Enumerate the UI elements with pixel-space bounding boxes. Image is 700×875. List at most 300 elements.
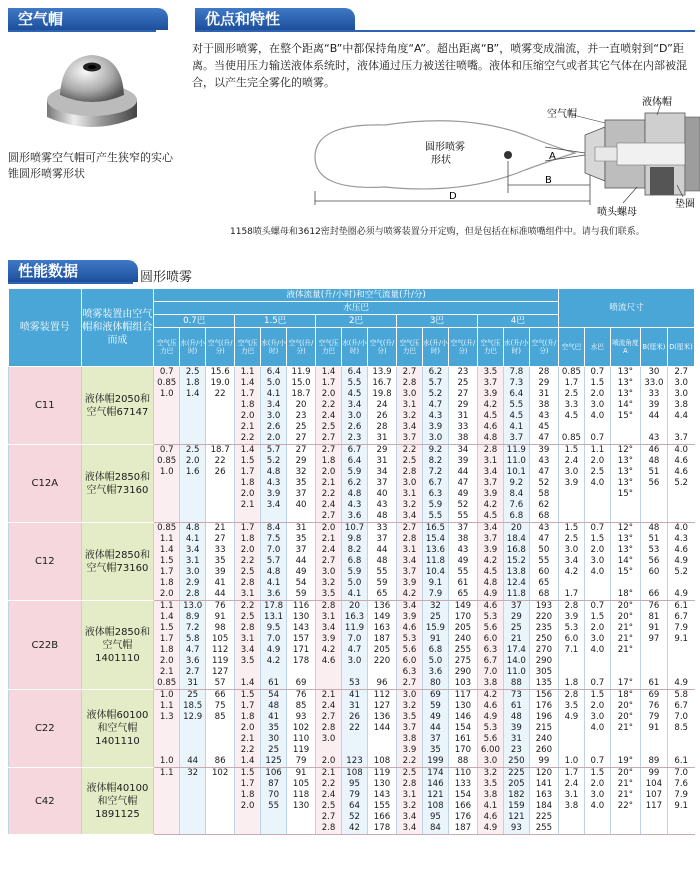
table-cell: 13.8 — [503, 567, 529, 578]
table-cell: 13.9 — [367, 367, 396, 379]
table-cell: 1.7 — [316, 378, 342, 389]
table-cell: 3.2 — [397, 701, 423, 712]
table-cell: 4.6 — [667, 456, 694, 467]
table-cell: 3.4 — [235, 645, 261, 656]
table-cell: 76 — [206, 601, 235, 613]
table-cell: 19° — [610, 756, 640, 768]
table-cell — [206, 478, 235, 489]
table-cell: 1.8 — [316, 456, 342, 467]
table-cell: 13.0 — [180, 601, 206, 613]
table-cell: 182 — [503, 790, 529, 801]
table-cell: 108 — [422, 801, 448, 812]
table-cell: 26 — [367, 411, 396, 422]
table-cell: 3.4 — [397, 511, 423, 523]
table-cell: 3.9 — [477, 545, 503, 556]
table-cell — [667, 656, 694, 667]
table-cell: 4.6 — [316, 656, 342, 667]
table-cell: 6.3 — [422, 489, 448, 500]
table-cell — [640, 667, 667, 678]
dim-subheader-1: 水巴 — [584, 328, 610, 367]
table-cell: 2.8 — [316, 723, 342, 734]
table-cell: 3.1 — [477, 456, 503, 467]
table-cell: 52 — [529, 478, 558, 489]
table-cell: 24 — [367, 400, 396, 411]
table-cell: 21° — [610, 645, 640, 656]
liquid-cap-label: 液体帽 — [642, 97, 672, 108]
table-cell: 14.0 — [503, 656, 529, 667]
table-cell: 12° — [610, 445, 640, 457]
table-cell: 3.7 — [397, 567, 423, 578]
nozzle-number-cell: C22 — [9, 690, 82, 768]
table-cell: 21° — [610, 723, 640, 734]
table-cell: 120 — [529, 768, 558, 780]
table-cell — [154, 790, 180, 801]
table-cell: 9.2 — [503, 478, 529, 489]
table-cell: 5.3 — [477, 612, 503, 623]
table-cell: 3.1 — [235, 634, 261, 645]
table-cell: 3.4 — [397, 556, 423, 567]
nozzle-number-cell: C11 — [9, 367, 82, 445]
table-cell: 69 — [422, 690, 448, 702]
table-cell: 6.00 — [477, 745, 503, 756]
table-cell: 4.1 — [261, 389, 287, 400]
table-row — [9, 768, 695, 780]
table-cell: 14° — [610, 400, 640, 411]
table-cell: 10.7 — [342, 523, 368, 535]
table-cell: 9.1 — [667, 801, 694, 812]
table-cell — [367, 667, 396, 678]
table-cell — [640, 500, 667, 511]
table-cell: 23 — [503, 745, 529, 756]
table-cell: 5.9 — [422, 500, 448, 511]
table-cell: 6.7 — [667, 701, 694, 712]
subheader-0-0: 空气压力巴 — [154, 328, 180, 367]
combination-cell: 液体帽40100和空气帽1891125 — [81, 768, 154, 835]
table-cell — [640, 645, 667, 656]
table-cell: 2.6 — [342, 422, 368, 433]
table-cell: 170 — [448, 745, 477, 756]
table-cell: 35 — [261, 723, 287, 734]
table-cell: 2.4 — [316, 545, 342, 556]
table-cell — [584, 489, 610, 500]
table-cell: 4.5 — [477, 411, 503, 422]
table-cell: 1.5 — [235, 690, 261, 702]
table-cell: 5.3 — [397, 634, 423, 645]
table-cell: 5.2 — [422, 389, 448, 400]
table-cell: 38 — [448, 433, 477, 445]
nozzle-number-cell: C12 — [9, 523, 82, 601]
table-cell: 1.5 — [584, 612, 610, 623]
table-cell — [154, 812, 180, 823]
table-cell: 15° — [610, 567, 640, 578]
table-cell: 2.9 — [180, 578, 206, 589]
table-cell: 12.9 — [180, 712, 206, 723]
table-cell: 30 — [261, 734, 287, 745]
table-cell: 2.4 — [316, 500, 342, 511]
table-cell — [610, 812, 640, 823]
table-cell — [558, 489, 584, 500]
table-cell: 3.0 — [316, 567, 342, 578]
col-water-pressure-header: 水压巴 — [154, 302, 559, 315]
table-cell: 6.7 — [667, 612, 694, 623]
table-cell: 2.5 — [397, 456, 423, 467]
table-cell: 5.3 — [558, 623, 584, 634]
table-cell: 5.7 — [422, 378, 448, 389]
table-cell: 119 — [287, 745, 316, 756]
table-cell: 31 — [503, 734, 529, 745]
table-cell: 53 — [342, 678, 368, 690]
table-cell: 1.0 — [154, 389, 180, 400]
table-cell: 3.0 — [397, 389, 423, 400]
table-cell: 3.4 — [397, 823, 423, 835]
table-cell — [180, 433, 206, 445]
table-cell: 43 — [529, 523, 558, 535]
table-cell: 2.4 — [316, 411, 342, 422]
table-cell: 49 — [448, 489, 477, 500]
table-cell — [206, 812, 235, 823]
table-cell — [180, 400, 206, 411]
table-cell: 18.5 — [180, 701, 206, 712]
table-cell: 4.5 — [342, 389, 368, 400]
table-cell: 99 — [529, 756, 558, 768]
table-cell: 9.5 — [261, 623, 287, 634]
nozzle-number-cell: C12A — [9, 445, 82, 523]
table-cell: 3.0 — [261, 411, 287, 422]
table-cell — [261, 812, 287, 823]
table-cell — [206, 745, 235, 756]
table-cell: 187 — [367, 634, 396, 645]
table-cell: 76 — [640, 701, 667, 712]
table-cell: 2.8 — [397, 534, 423, 545]
table-cell — [261, 823, 287, 835]
table-cell: 143 — [287, 623, 316, 634]
table-cell — [610, 578, 640, 589]
table-cell — [206, 823, 235, 835]
table-cell: 4.0 — [584, 478, 610, 489]
table-cell — [180, 812, 206, 823]
table-cell: 4.3 — [667, 534, 694, 545]
table-cell: 117 — [448, 690, 477, 702]
table-cell: 47 — [448, 478, 477, 489]
table-cell: 20 — [342, 601, 368, 613]
table-cell — [610, 734, 640, 745]
nozzle-assembly — [585, 113, 700, 195]
table-cell — [261, 511, 287, 523]
table-cell: 4.9 — [558, 712, 584, 723]
table-cell: 25 — [503, 623, 529, 634]
table-cell — [667, 489, 694, 500]
table-cell: 38 — [529, 400, 558, 411]
features-header-rule — [195, 30, 695, 32]
table-cell: 2.0 — [235, 723, 261, 734]
table-cell: 135 — [529, 678, 558, 690]
table-cell: 5.8 — [180, 634, 206, 645]
table-cell: 7.8 — [503, 367, 529, 379]
table-cell: 43 — [529, 411, 558, 422]
table-cell: 3.1 — [235, 589, 261, 601]
table-cell: 2.5 — [558, 534, 584, 545]
subheader-3-2: 空气(升/分) — [448, 328, 477, 367]
table-cell: 3.9 — [316, 634, 342, 645]
subheader-1-0: 空气压力巴 — [235, 328, 261, 367]
table-cell: 5.2 — [667, 567, 694, 578]
nozzle-nut-label: 喷头螺母 — [597, 207, 637, 218]
table-cell: 3.4 — [558, 556, 584, 567]
table-cell — [235, 812, 261, 823]
performance-table — [8, 288, 695, 835]
table-cell: 5.3 — [477, 723, 503, 734]
table-cell: 178 — [367, 823, 396, 835]
table-cell: 3.4 — [477, 467, 503, 478]
table-cell: 3.0 — [558, 467, 584, 478]
table-cell: 57 — [206, 678, 235, 690]
table-cell — [667, 645, 694, 656]
table-cell: 40 — [287, 500, 316, 511]
pressure-header-2: 2巴 — [316, 315, 397, 328]
features-header: 优点和特性 — [195, 8, 355, 30]
dim-subheader-3: B(厘米) — [640, 328, 667, 367]
table-cell: 23 — [448, 367, 477, 379]
table-cell: 3.1 — [397, 400, 423, 411]
table-cell: 1.5 — [154, 556, 180, 567]
table-cell: 15.4 — [422, 534, 448, 545]
table-cell: 39 — [206, 567, 235, 578]
table-cell: 16.3 — [342, 612, 368, 623]
table-cell: 11.8 — [422, 556, 448, 567]
table-cell: 2.1 — [235, 734, 261, 745]
col-nozzle-number: 喷雾装置号 — [9, 289, 82, 367]
table-cell: 65 — [448, 589, 477, 601]
table-cell: 6.7 — [342, 445, 368, 457]
table-cell: 161 — [448, 734, 477, 745]
table-cell: 50 — [529, 545, 558, 556]
table-cell: 25 — [448, 378, 477, 389]
table-cell: 93 — [503, 823, 529, 835]
table-cell: 2.0 — [584, 779, 610, 790]
table-cell: 0.7 — [154, 367, 180, 379]
table-cell: 6.4 — [342, 367, 368, 379]
table-cell: 3.5 — [477, 367, 503, 379]
table-cell: 6.3 — [397, 667, 423, 678]
table-cell: 0.85 — [558, 367, 584, 379]
air-cap-header: 空气帽 — [8, 8, 168, 30]
table-cell: 34 — [367, 467, 396, 478]
table-cell: 3.6 — [422, 667, 448, 678]
table-cell: 4.0 — [584, 567, 610, 578]
table-cell: 240 — [448, 634, 477, 645]
table-cell: 55 — [448, 567, 477, 578]
table-cell: 2.5 — [180, 367, 206, 379]
table-cell: 171 — [287, 645, 316, 656]
table-cell: 4.8 — [477, 578, 503, 589]
table-cell — [180, 500, 206, 511]
table-cell: 7.0 — [342, 634, 368, 645]
table-cell: 112 — [367, 690, 396, 702]
table-cell: 61 — [640, 678, 667, 690]
table-cell: 11.0 — [503, 667, 529, 678]
table-cell: 15° — [610, 489, 640, 500]
table-cell: 49 — [287, 567, 316, 578]
table-cell: 89 — [640, 756, 667, 768]
table-cell: 4.6 — [477, 422, 503, 433]
table-cell: 5.9 — [342, 567, 368, 578]
table-cell: 35 — [206, 556, 235, 567]
table-cell: 13° — [610, 467, 640, 478]
table-cell: 1.5 — [584, 690, 610, 702]
table-cell: 1.8 — [235, 534, 261, 545]
table-cell: 250 — [503, 756, 529, 768]
table-cell: 2.5 — [316, 422, 342, 433]
table-cell: 2.7 — [316, 556, 342, 567]
table-cell: 3.0 — [584, 556, 610, 567]
distance-D-label: D — [449, 191, 457, 202]
table-cell: 3.4 — [477, 523, 503, 535]
table-cell: 54 — [261, 690, 287, 702]
table-cell: 3.0 — [180, 567, 206, 578]
table-cell: 13° — [610, 367, 640, 379]
table-cell: 2.0 — [235, 545, 261, 556]
table-cell: 8.9 — [180, 612, 206, 623]
table-cell: 2.8 — [316, 601, 342, 613]
table-cell: 70 — [261, 790, 287, 801]
table-cell — [640, 734, 667, 745]
table-cell: 6.7 — [477, 656, 503, 667]
table-cell: 4.7 — [180, 645, 206, 656]
table-cell: 2.0 — [584, 545, 610, 556]
table-cell — [180, 723, 206, 734]
table-cell: 2.0 — [316, 467, 342, 478]
table-cell: 6.4 — [342, 456, 368, 467]
table-cell: 16.8 — [503, 545, 529, 556]
table-cell: 2.1 — [316, 534, 342, 545]
table-cell: 157 — [287, 634, 316, 645]
table-cell — [154, 779, 180, 790]
table-cell: 9.1 — [422, 578, 448, 589]
pressure-header-4: 4巴 — [477, 315, 558, 328]
table-cell: 35 — [422, 745, 448, 756]
table-cell: 3.4 — [397, 601, 423, 613]
table-cell: 6.8 — [342, 556, 368, 567]
table-cell: 3.7 — [477, 378, 503, 389]
table-cell: 2.7 — [316, 812, 342, 823]
table-cell: 3.9 — [422, 422, 448, 433]
table-cell: 3.9 — [397, 578, 423, 589]
table-cell: 13° — [610, 534, 640, 545]
table-cell: 0.7 — [584, 601, 610, 613]
table-cell: 17° — [610, 678, 640, 690]
table-cell: 1.1 — [235, 367, 261, 379]
performance-header: 性能数据 — [8, 260, 138, 282]
table-cell: 52 — [342, 812, 368, 823]
table-cell: 260 — [529, 745, 558, 756]
table-cell: 96 — [367, 678, 396, 690]
table-cell: 8.5 — [667, 723, 694, 734]
table-cell: 27 — [287, 433, 316, 445]
table-cell: 3.8 — [397, 734, 423, 745]
table-cell: 65 — [529, 578, 558, 589]
table-cell: 4.3 — [422, 411, 448, 422]
table-cell: 2.8 — [235, 623, 261, 634]
table-cell: 1.7 — [154, 567, 180, 578]
table-cell — [154, 823, 180, 835]
combination-cell: 液体帽60100和空气帽1401110 — [81, 690, 154, 768]
table-cell: 37 — [503, 601, 529, 613]
table-cell: 2.2 — [397, 756, 423, 768]
table-cell: 176 — [529, 701, 558, 712]
table-cell: 8.4 — [261, 523, 287, 535]
table-cell: 0.7 — [584, 367, 610, 379]
table-cell: 240 — [529, 734, 558, 745]
table-cell: 26 — [342, 712, 368, 723]
table-cell: 2.8 — [558, 601, 584, 613]
table-cell: 108 — [342, 768, 368, 780]
table-cell — [558, 656, 584, 667]
table-cell: 20° — [610, 768, 640, 780]
table-cell: 18.4 — [503, 534, 529, 545]
table-cell: 1.4 — [235, 445, 261, 457]
table-cell: 1.0 — [154, 690, 180, 702]
table-cell: 2.7 — [180, 667, 206, 678]
table-cell: 2.1 — [316, 478, 342, 489]
table-cell — [558, 578, 584, 589]
table-cell: 35 — [287, 534, 316, 545]
table-cell: 1.1 — [154, 534, 180, 545]
table-cell: 205 — [448, 623, 477, 634]
table-cell: 5.0 — [261, 378, 287, 389]
table-cell: 4.0 — [584, 411, 610, 422]
table-row — [9, 367, 695, 379]
distance-B-label: B — [545, 175, 552, 186]
table-cell: 4.0 — [584, 723, 610, 734]
table-cell: 13° — [610, 478, 640, 489]
table-cell: 2.1 — [154, 667, 180, 678]
table-cell: 97 — [640, 634, 667, 645]
table-cell: 21° — [610, 779, 640, 790]
table-cell: 73 — [503, 690, 529, 702]
table-cell: 5.7 — [261, 556, 287, 567]
table-cell: 2.0 — [316, 756, 342, 768]
performance-subtitle: 圆形喷雾 — [140, 270, 193, 285]
table-cell: 3.4 — [397, 812, 423, 823]
table-cell: 119 — [206, 656, 235, 667]
table-cell: 64 — [342, 801, 368, 812]
table-cell — [610, 500, 640, 511]
table-cell: 4.8 — [477, 433, 503, 445]
table-cell: 1.5 — [558, 523, 584, 535]
table-cell: 4.5 — [477, 511, 503, 523]
table-cell: 163 — [367, 623, 396, 634]
table-cell: 136 — [367, 712, 396, 723]
table-cell — [667, 511, 694, 523]
table-cell: 6.2 — [342, 478, 368, 489]
spray-shape-label-1: 圆形喷雾 — [425, 142, 465, 153]
table-cell: 21° — [610, 790, 640, 801]
table-cell: 7.0 — [261, 634, 287, 645]
table-cell: 2.5 — [584, 467, 610, 478]
table-cell — [667, 667, 694, 678]
table-cell: 3.2 — [397, 801, 423, 812]
table-cell: 3.0 — [422, 433, 448, 445]
table-cell: 3.6 — [342, 511, 368, 523]
table-cell: 3.0 — [342, 411, 368, 422]
subheader-4-2: 空气(升/分) — [529, 328, 558, 367]
table-cell: 19.8 — [367, 389, 396, 400]
table-cell: 3.0 — [584, 712, 610, 723]
table-cell: 32 — [180, 768, 206, 780]
table-cell: 141 — [529, 779, 558, 790]
table-cell: 68 — [529, 511, 558, 523]
table-cell — [584, 812, 610, 823]
